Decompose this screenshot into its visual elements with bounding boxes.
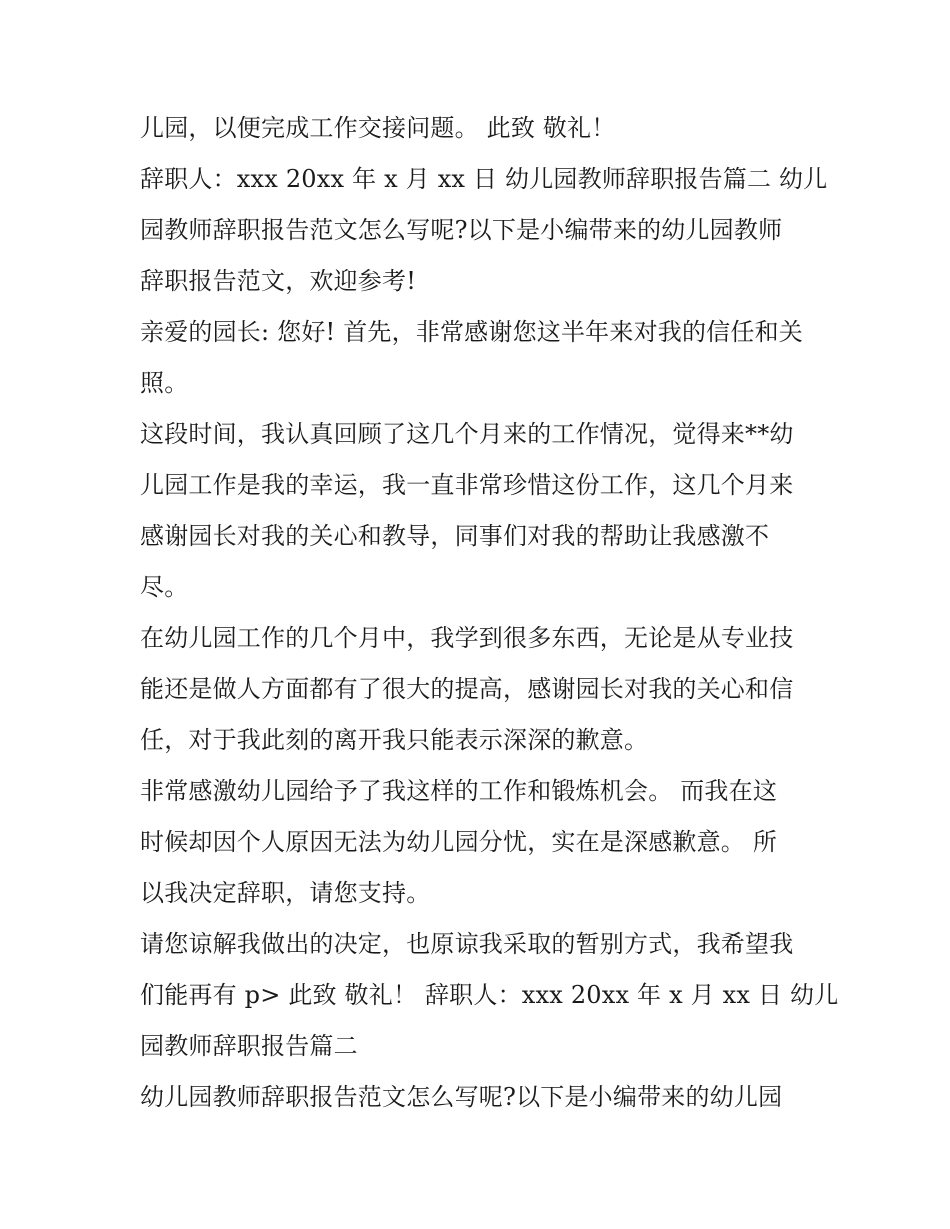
text-line: 儿园工作是我的幸运，我一直非常珍惜这份工作，这几个月来 xyxy=(140,471,794,499)
text-line: 们能再有 p> 此致 敬礼！ 辞职人：xxx 20xx 年 x 月 xx 日 幼儿 xyxy=(140,981,839,1009)
text-line: 尽。 xyxy=(140,573,189,601)
text-line: 照。 xyxy=(140,369,189,397)
text-line: 感谢园长对我的关心和教导，同事们对我的帮助让我感激不 xyxy=(140,522,770,550)
text-line: 能还是做人方面都有了很大的提高，感谢园长对我的关心和信 xyxy=(140,675,794,703)
document-body xyxy=(140,103,839,1123)
text-line: 这段时间，我认真回顾了这几个月来的工作情况，觉得来**幼 xyxy=(140,420,794,448)
text-line: 辞职报告范文，欢迎参考! xyxy=(140,267,417,295)
text-line: 请您谅解我做出的决定，也原谅我采取的暂别方式，我希望我 xyxy=(140,930,794,958)
text-line: 园教师辞职报告篇二 xyxy=(140,1032,358,1060)
text-line: 非常感激幼儿园给予了我这样的工作和锻炼机会。 而我在这 xyxy=(140,777,778,805)
text-line: 辞职人：xxx 20xx 年 x 月 xx 日 幼儿园教师辞职报告篇二 幼儿 xyxy=(140,165,828,193)
text-line: 任，对于我此刻的离开我只能表示深深的歉意。 xyxy=(140,726,649,754)
text-line: 亲爱的园长: 您好! 首先，非常感谢您这半年来对我的信任和关 xyxy=(140,318,803,346)
text-line: 幼儿园教师辞职报告范文怎么写呢?以下是小编带来的幼儿园 xyxy=(140,1083,783,1111)
text-line: 在幼儿园工作的几个月中，我学到很多东西，无论是从专业技 xyxy=(140,624,794,652)
text-line: 园教师辞职报告范文怎么写呢?以下是小编带来的幼儿园教师 xyxy=(140,216,783,244)
text-line: 儿园，以便完成工作交接问题。 此致 敬礼！ xyxy=(140,114,616,142)
text-line: 时候却因个人原因无法为幼儿园分忧，实在是深感歉意。 所 xyxy=(140,828,778,856)
text-line: 以我决定辞职，请您支持。 xyxy=(140,879,431,907)
